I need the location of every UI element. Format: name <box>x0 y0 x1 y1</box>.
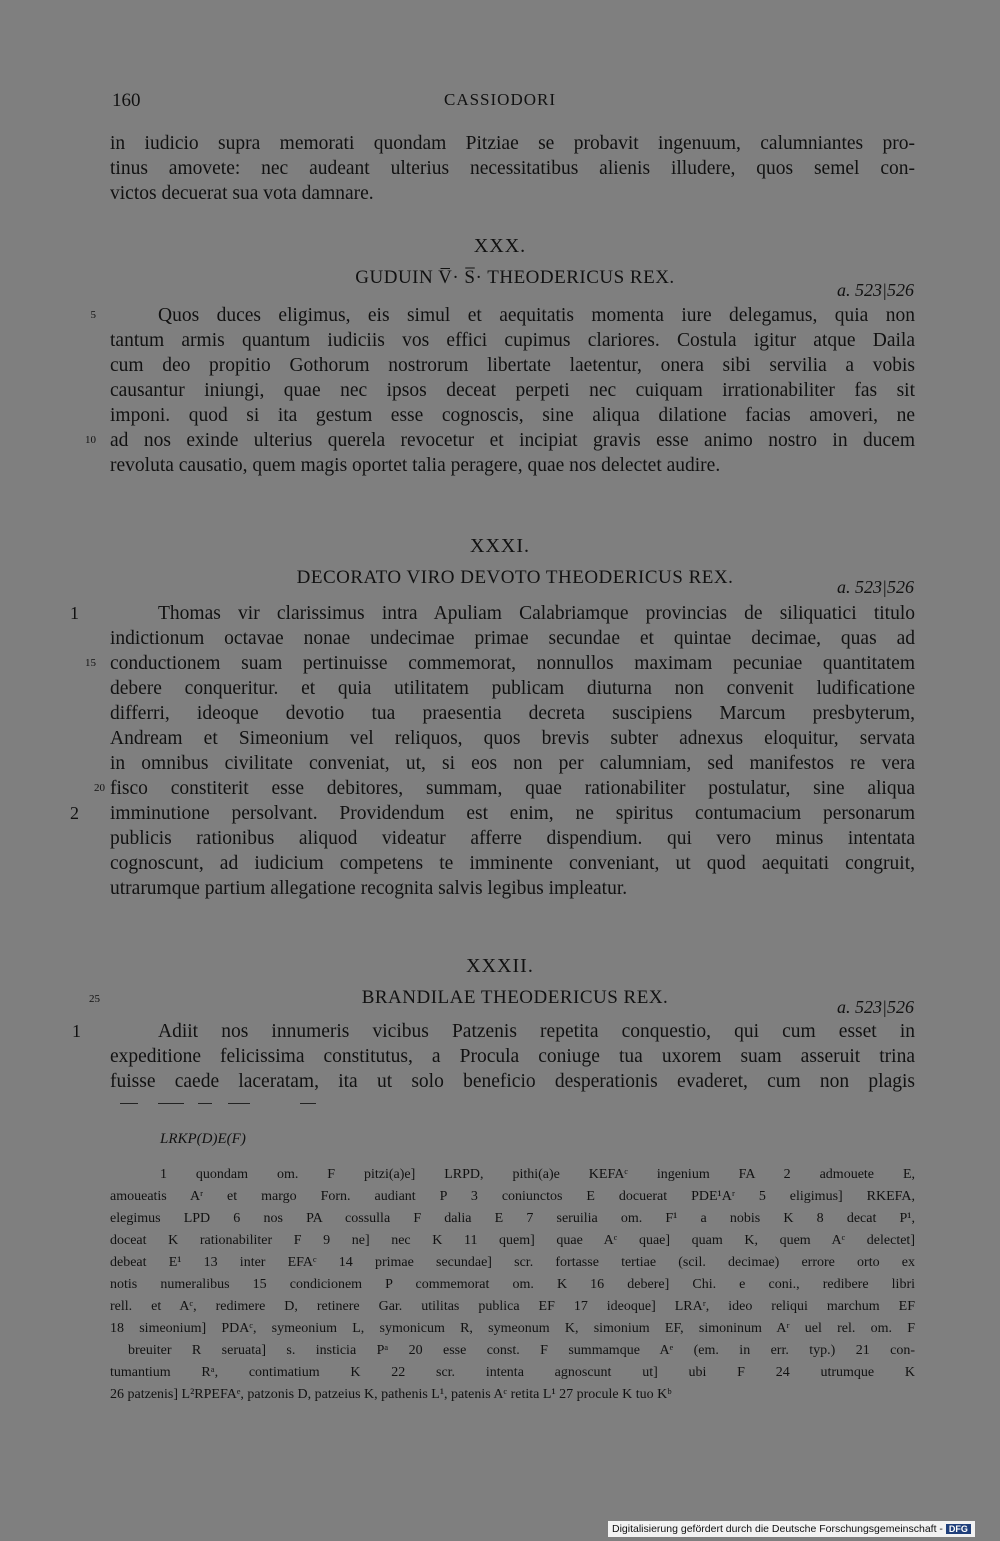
text-line: debere conqueritur. et quia utilitatem publicam diuturna non convenit ludificatione <box>110 678 915 699</box>
text-line: tinus amovete: nec audeant ulterius necessitatibus alienis illudere, quos semel con- <box>110 158 915 179</box>
apparatus-line: tumantium Rᵃ, contimatium K 22 scr. intenta agnoscunt ut] ubi F 24 utrumque K <box>110 1365 915 1380</box>
text-line: differri, ideoque devotio tua praesentia decreta suscipiens Marcum presbyterum, <box>110 703 915 724</box>
apparatus-line: 18 simeonium] PDAᶜ, symeonium L, symonicum R, symeonum K, simonium EF, simoninum Aʳ uel rel. om. F <box>110 1321 915 1336</box>
section-date: a. 523|526 <box>837 280 914 300</box>
line-number: 5 <box>90 309 96 321</box>
cut-line-fragment <box>120 1103 138 1104</box>
text-line: causantur iniungi, quae nec ipsos deceat perpeti nec cuiquam irrationabiliter fas sit <box>110 380 915 401</box>
text-line: in iudicio supra memorati quondam Pitziae se probavit ingenuum, calumniantes pro- <box>110 133 915 154</box>
section-number: XXXI. <box>470 535 530 557</box>
text-line: Adiit nos innumeris vicibus Patzenis repetita conquestio, qui cum esset in <box>158 1021 915 1042</box>
running-head: CASSIODORI <box>443 90 557 109</box>
text-line: cum deo propitio Gothorum nostrorum libertate laetentur, onera sibi servilia a vobis <box>110 355 915 376</box>
section-date: a. 523|526 <box>837 577 914 597</box>
text-line: in omnibus civilitate conveniat, ut, si eos non per calumniam, sed manifestos re vera <box>110 753 915 774</box>
text-line: fuisse caede laceratam, ita ut solo beneficio desperationis evaderet, cum non plagis <box>110 1071 915 1092</box>
cut-line-fragment <box>198 1103 212 1104</box>
text-line: revoluta causatio, quem magis oportet talia peragere, quae nos delectet audire. <box>110 455 721 476</box>
text-line: Quos duces eligimus, eis simul et aequitatis momenta iure delegamus, quia non <box>158 305 915 326</box>
apparatus-line: elegimus LPD 6 nos PA cossulla F dalia E 7 seruilia om. F¹ a nobis K 8 decat P¹, <box>110 1211 915 1226</box>
section-address: BRANDILAE THEODERICUS REX. <box>361 987 669 1008</box>
section-date: a. 523|526 <box>837 997 914 1017</box>
section-number: XXXII. <box>466 955 534 977</box>
cut-line-fragment <box>228 1103 250 1104</box>
cut-line-fragment <box>158 1103 184 1104</box>
apparatus-line: debeat E¹ 13 inter EFAᶜ 14 primae secundae] scr. fortasse tertiae (scil. decimae) errore orto ex <box>110 1255 915 1270</box>
section-address: DECORATO VIRO DEVOTO THEODERICUS REX. <box>296 567 734 588</box>
text-line: utrarumque partium allegatione recognita salvis legibus impleatur. <box>110 878 628 899</box>
apparatus-line: notis numeralibus 15 condicionem P commemorat om. K 16 debere] Chi. e coni., redibere libri <box>110 1277 915 1292</box>
apparatus-line: doceat K rationabiliter F 9 ne] nec K 11 quem] quae Aᶜ quae] quam K, quem Aᶜ delectet] <box>110 1233 915 1248</box>
text-line: imminutione persolvant. Providendum est enim, ne spiritus contumacium personarum <box>110 803 915 824</box>
section-address: GUDUIN V̅· S̅· THEODERICUS REX. <box>355 267 675 288</box>
apparatus-line: 26 patzenis] L²RPEFAᵉ, patzonis D, patzeius K, pathenis L¹, patenis Aᶜ retita L¹ 27 procule K tuo Kᵇ <box>110 1387 672 1402</box>
dfg-logo: DFG <box>946 1524 971 1534</box>
section-number: XXX. <box>473 235 527 257</box>
line-number: 10 <box>85 434 96 446</box>
text-line: publicis rationibus aliquod videatur afferre dispendium. qui vero minus intentata <box>110 828 915 849</box>
text-line: Andream et Simeonium vel reliquos, quos brevis subter adnexus eloquitur, servata <box>110 728 915 749</box>
margin-mark: 1 <box>72 1021 81 1041</box>
cut-line-fragment <box>300 1103 316 1104</box>
margin-mark: 1 <box>70 603 79 623</box>
margin-mark: 2 <box>70 803 79 823</box>
text-line: cognoscunt, ad iudicium competens te imminente conveniant, ut quod aequitati congruit, <box>110 853 915 874</box>
page-number: 160 <box>112 90 141 111</box>
text-line: indictionum octavae nonae undecimae primae secundae et quintae decimae, quas ad <box>110 628 915 649</box>
text-line: victos decuerat sua vota damnare. <box>110 183 374 204</box>
text-line: imponi. quod si ita gestum esse cognoscis, sine aliqua dilatione facias amoveri, ne <box>110 405 915 426</box>
line-number: 25 <box>89 993 100 1005</box>
apparatus-line: rell. et Aᶜ, redimere D, retinere Gar. utilitas publica EF 17 ideoque] LRAʳ, ideo reliqui marchum EF <box>110 1299 915 1314</box>
apparatus-line: amoueatis Aʳ et margo Forn. audiant P 3 coniunctos E docuerat PDE¹Aʳ 5 eligimus] RKEFA, <box>110 1189 915 1204</box>
line-number: 15 <box>85 657 96 669</box>
text-line: conductionem suam pertinuisse commemorat, nonnullos maximam pecuniae quantitatem <box>110 653 915 674</box>
text-line: ad nos exinde ulterius querela revocetur et incipiat gravis esse animo nostro in ducem <box>110 430 915 451</box>
apparatus-sigla: LRKP(D)E(F) <box>160 1131 246 1147</box>
text-line: expeditione felicissima constitutus, a Procula coniuge tua uxorem suam asseruit trina <box>110 1046 915 1067</box>
digitization-footer <box>608 1521 975 1537</box>
text-line: fisco constiterit esse debitores, summam, quae rationabiliter postulatur, sine aliqua <box>110 778 915 799</box>
line-number: 20 <box>94 782 105 794</box>
text-line: Thomas vir clarissimus intra Apuliam Calabriamque provincias de siliquatici titulo <box>158 603 915 624</box>
apparatus-line: breuiter R seruata] s. insticia Pᵃ 20 esse const. F summamque Aᵉ (em. in err. typ.) 21 con- <box>128 1343 915 1358</box>
footer-text: Digitalisierung gefördert durch die Deutsche Forschungsgemeinschaft - <box>612 1523 943 1535</box>
text-line: tantum armis quantum iudiciis vos effici cupimus clariores. Costula igitur atque Daila <box>110 330 915 351</box>
apparatus-line: 1 quondam om. F pitzi(a)e] LRPD, pithi(a)e KEFAᶜ ingenium FA 2 admouete E, <box>160 1167 915 1182</box>
